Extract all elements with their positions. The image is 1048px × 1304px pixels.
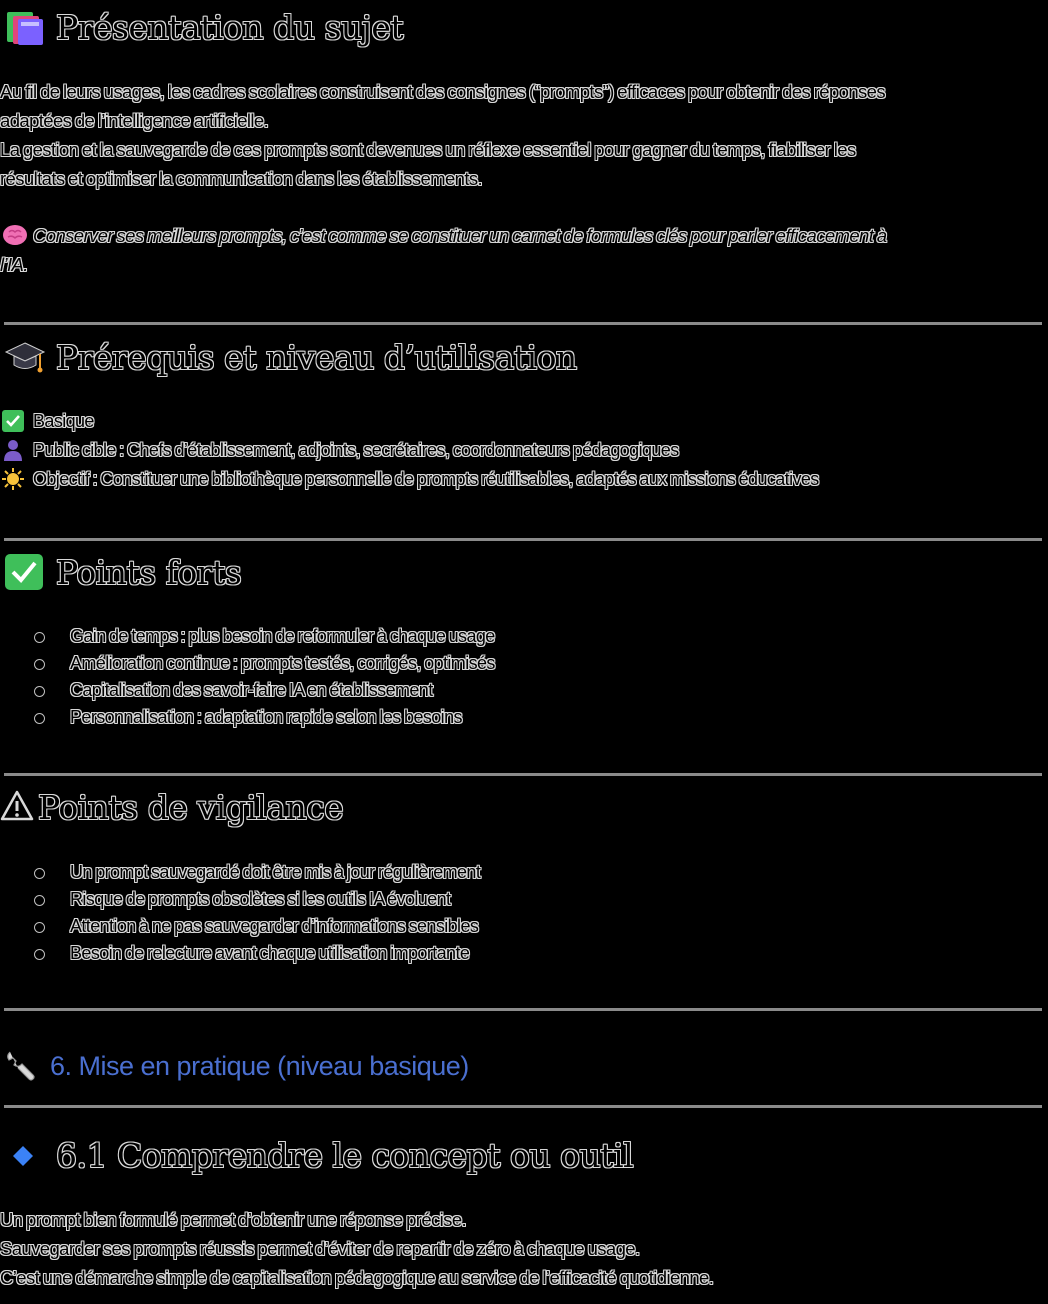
bullet-icon xyxy=(34,949,45,960)
sun-icon xyxy=(2,468,24,490)
list-item-text: Besoin de relecture avant chaque utilisation importante xyxy=(70,943,470,963)
graduation-cap-icon xyxy=(4,340,46,376)
blue-diamond-icon xyxy=(12,1145,34,1167)
list-item-text: Attention à ne pas sauvegarder d’informations sensibles xyxy=(70,916,479,936)
concept-paragraph xyxy=(0,1205,713,1292)
bullet-icon xyxy=(34,922,45,933)
section-title-vigilance: Points de vigilance xyxy=(38,788,344,827)
section-title-concept: 6.1 Comprendre le concept ou outil xyxy=(56,1136,634,1175)
divider xyxy=(4,773,1042,776)
list-item-text: Personnalisation : adaptation rapide selon les besoins xyxy=(70,707,462,727)
bullet-icon xyxy=(34,713,45,724)
list-item-text: Gain de temps : plus besoin de reformuler à chaque usage xyxy=(70,626,495,646)
paragraph-line: La gestion et la sauvegarde de ces prompts sont devenues un réflexe essentiel pour gagner du temps, fiabiliser les xyxy=(0,139,856,160)
quote-paragraph xyxy=(0,221,887,279)
bullet-icon xyxy=(34,659,45,670)
section-title-prerequis: Prérequis et niveau d’utilisation xyxy=(56,338,577,377)
check-mark-icon xyxy=(4,553,44,591)
prereq-text: Objectif : Constituer une bibliothèque personnelle de prompts réutilisables, adaptés aux missions éducatives xyxy=(33,469,819,489)
paragraph-line: adaptées de l’intelligence artificielle. xyxy=(0,110,269,131)
divider xyxy=(4,322,1042,325)
list-item-text: Amélioration continue : prompts testés, corrigés, optimisés xyxy=(70,653,495,673)
presentation-paragraph xyxy=(0,77,885,193)
quote-line: l’IA. xyxy=(0,254,28,275)
section-title-presentation: Présentation du sujet xyxy=(56,8,404,47)
bullet-icon xyxy=(34,686,45,697)
paragraph-line: Au fil de leurs usages, les cadres scolaires construisent des consignes (“prompts”) efficaces pour obtenir des réponses xyxy=(0,81,886,102)
check-mark-icon xyxy=(2,410,24,432)
bullet-icon xyxy=(34,895,45,906)
books-icon xyxy=(5,10,45,46)
divider xyxy=(4,538,1042,541)
warning-icon xyxy=(0,790,34,822)
list-item-text: Risque de prompts obsolètes si les outils IA évoluent xyxy=(70,889,451,909)
list-item-text: Capitalisation des savoir-faire IA en établissement xyxy=(70,680,433,700)
paragraph-line: C’est une démarche simple de capitalisation pédagogique au service de l’efficacité quotidienne. xyxy=(0,1267,714,1288)
section-title-pratique: 6. Mise en pratique (niveau basique) xyxy=(50,1051,469,1081)
prereq-text: Basique xyxy=(33,411,94,431)
wrench-icon xyxy=(4,1048,38,1082)
prereq-text: Public cible : Chefs d’établissement, adjoints, secrétaires, coordonnateurs pédagogiques xyxy=(33,440,679,460)
paragraph-line: Sauvegarder ses prompts réussis permet d’éviter de repartir de zéro à chaque usage. xyxy=(0,1238,640,1259)
divider xyxy=(4,1008,1042,1011)
divider xyxy=(4,1105,1042,1108)
paragraph-line: Un prompt bien formulé permet d’obtenir une réponse précise. xyxy=(0,1209,467,1230)
bullet-icon xyxy=(34,632,45,643)
paragraph-line: résultats et optimiser la communication dans les établissements. xyxy=(0,168,483,189)
person-icon xyxy=(2,439,24,461)
section-title-points-forts: Points forts xyxy=(56,553,242,592)
quote-line: Conserver ses meilleurs prompts, c’est comme se constituer un carnet de formules clés pour parler efficacement à xyxy=(33,225,887,246)
bullet-icon xyxy=(34,868,45,879)
list-item-text: Un prompt sauvegardé doit être mis à jour régulièrement xyxy=(70,862,481,882)
